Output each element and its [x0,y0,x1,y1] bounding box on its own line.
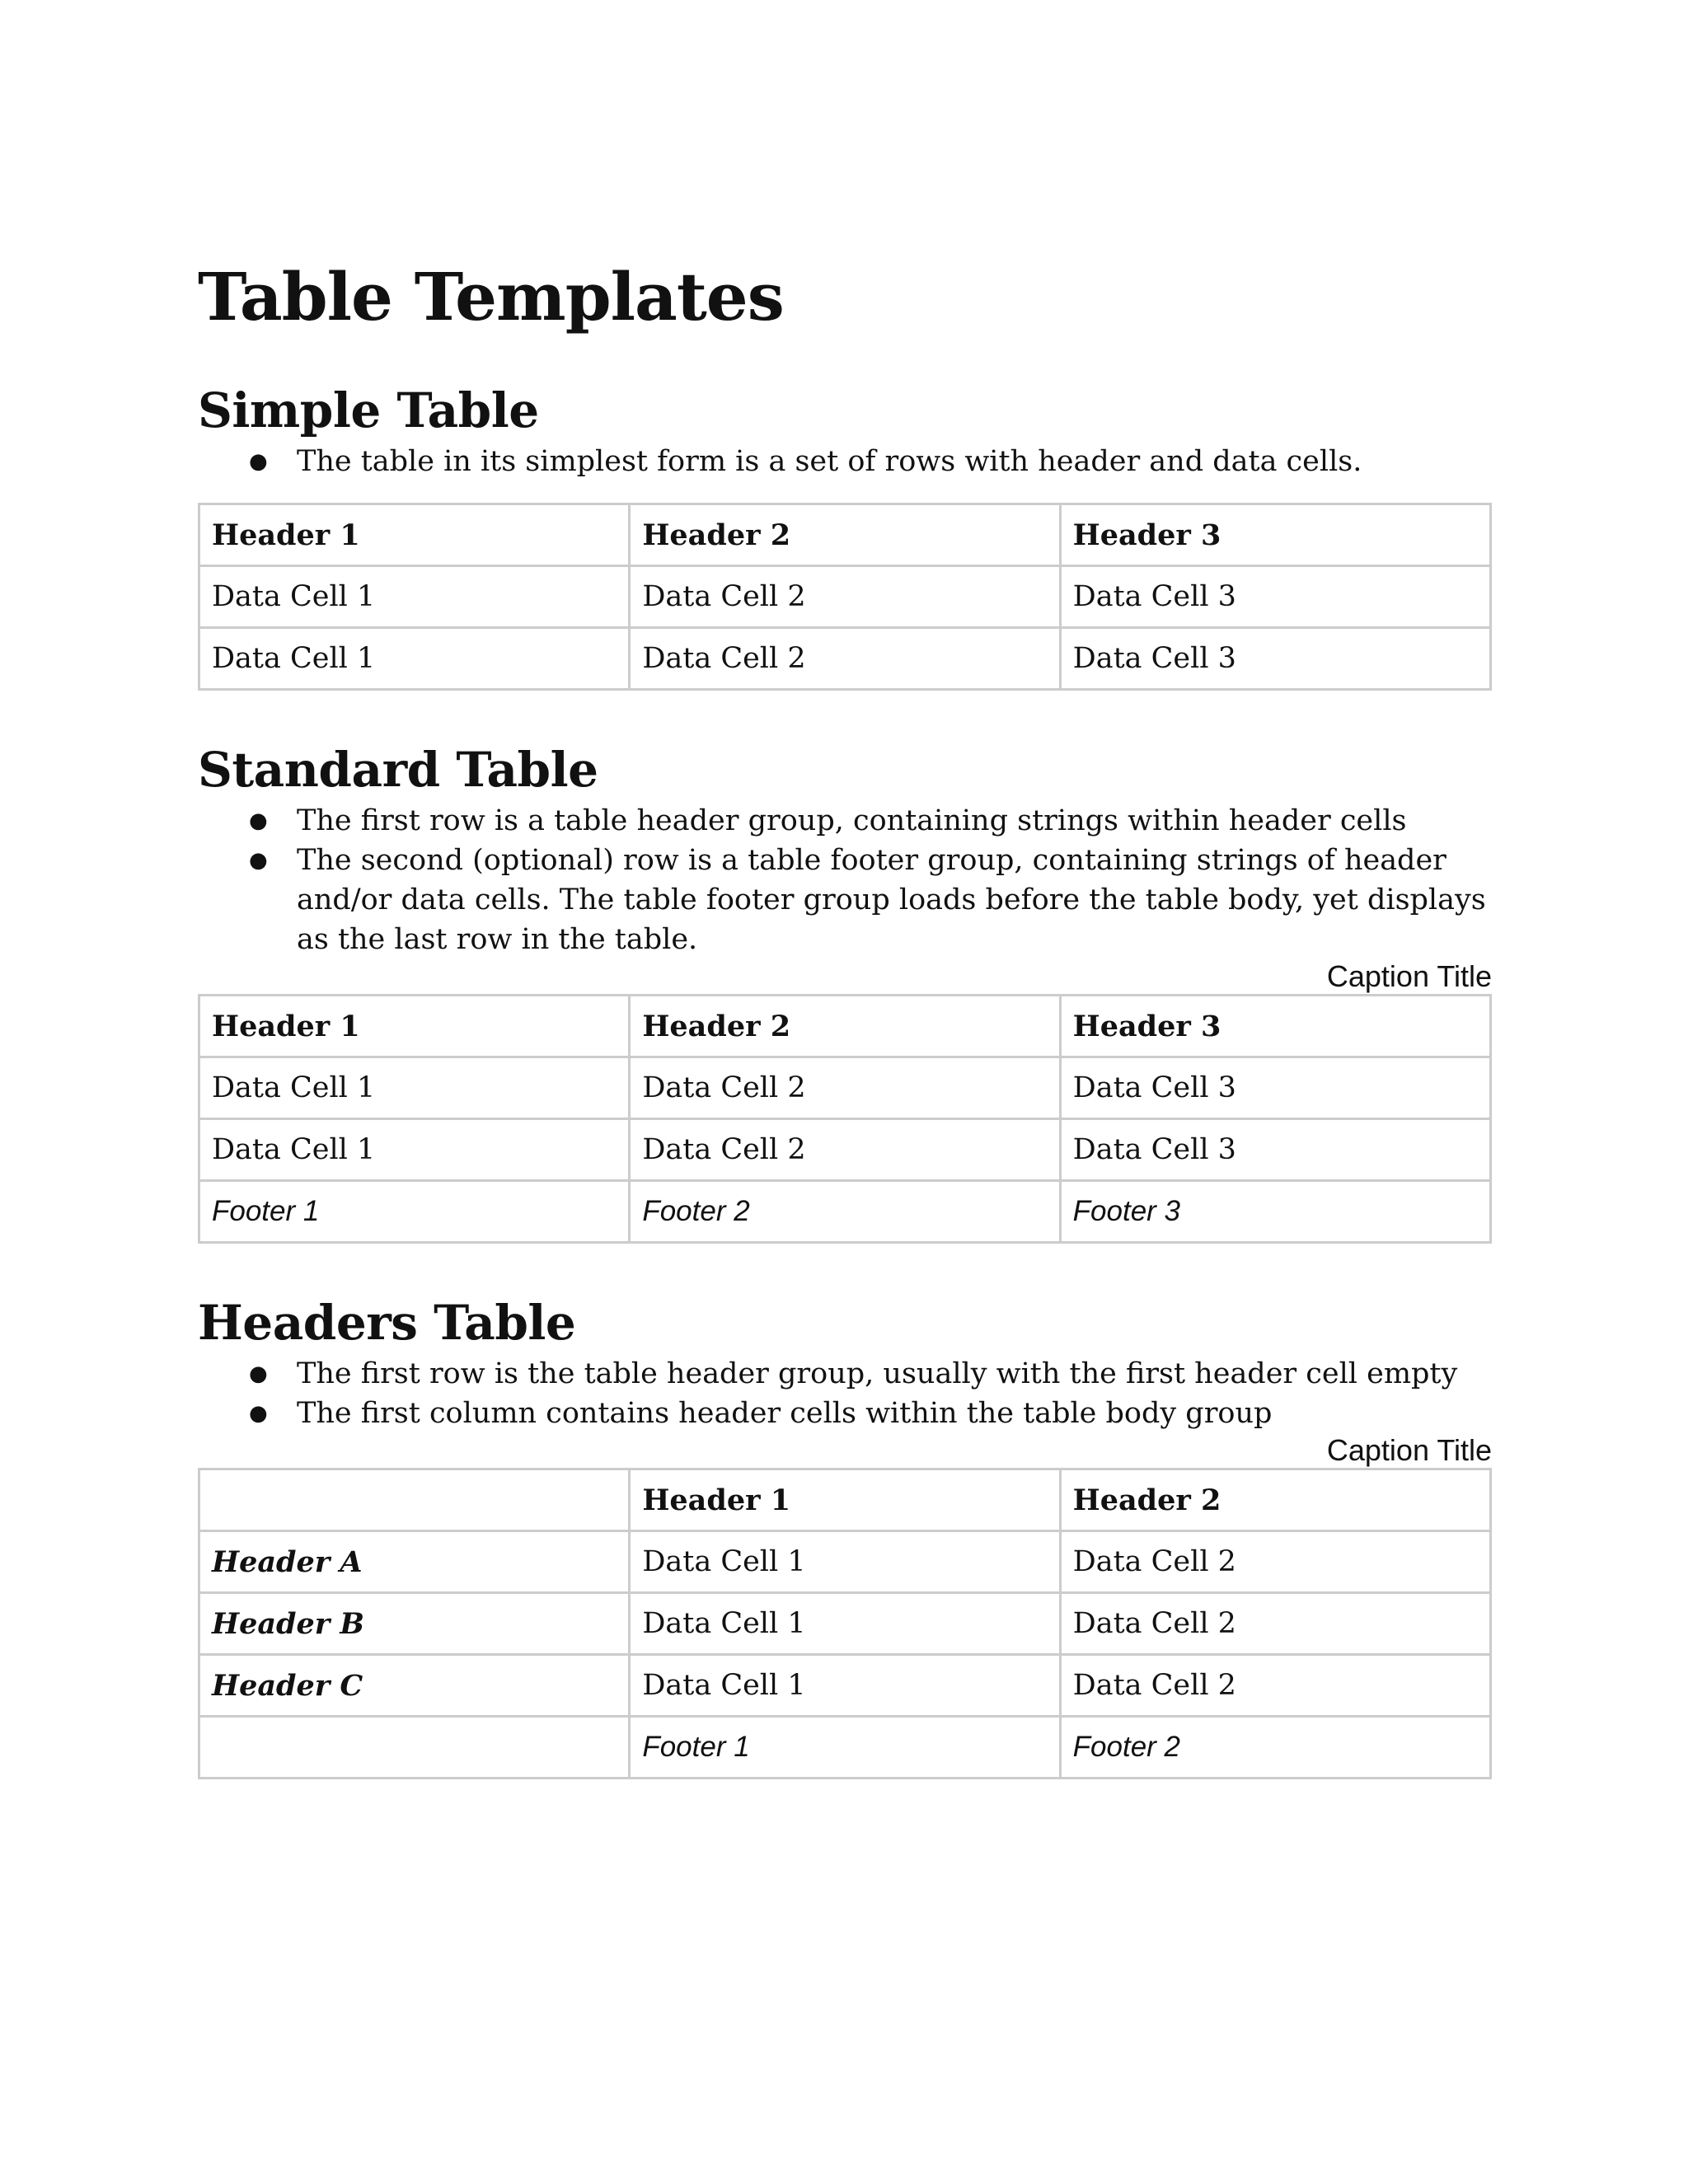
headers-table-title: Headers Table [198,1295,576,1351]
data-cell: Data Cell 2 [630,566,1060,628]
data-cell: Data Cell 2 [1060,1531,1490,1593]
footer-cell: Footer 1 [630,1717,1060,1779]
data-cell: Data Cell 3 [1060,1057,1490,1119]
bullet-icon: ● [249,808,268,833]
standard-table-title: Standard Table [198,742,598,798]
data-cell: Data Cell 2 [630,628,1060,690]
empty-header-cell [199,1469,630,1531]
data-cell: Data Cell 1 [199,1057,630,1119]
table-row [199,1119,1491,1181]
data-cell: Data Cell 3 [1060,628,1490,690]
table-caption: Caption Title [1326,1433,1492,1467]
headers-table [198,1468,1492,1779]
table-header-row [199,996,1491,1057]
data-cell: Data Cell 2 [1060,1655,1490,1717]
bullet-item: ● The first row is the table header group, usually with the first header cell empty [198,1354,1492,1394]
table-caption: Caption Title [1326,959,1492,993]
row-header-cell: Header B [199,1593,630,1655]
standard-table [198,994,1492,1244]
footer-cell: Footer 2 [1060,1717,1490,1779]
bullet-item: ● The second (optional) row is a table footer group, containing strings of header and/or data cells. The table footer group loads before the table body, yet displays as the last row in the table. [198,841,1492,959]
header-cell: Header 1 [199,996,630,1057]
table-row [199,1655,1491,1717]
bullet-icon: ● [249,449,268,474]
document-page [198,255,1492,1779]
data-cell: Data Cell 1 [199,628,630,690]
data-cell: Data Cell 2 [1060,1593,1490,1655]
page-title: Table Templates [198,258,784,335]
header-cell: Header 3 [1060,504,1490,566]
table-header-row [199,504,1491,566]
simple-table-bullets [198,442,1492,481]
data-cell: Data Cell 1 [199,566,630,628]
header-cell: Header 2 [630,504,1060,566]
header-cell: Header 2 [630,996,1060,1057]
table-row [199,1531,1491,1593]
bullet-item: ● The first column contains header cells within the table body group [198,1394,1492,1433]
data-cell: Data Cell 2 [630,1119,1060,1181]
simple-table-title: Simple Table [198,382,539,438]
data-cell: Data Cell 3 [1060,566,1490,628]
bullet-icon: ● [249,848,268,873]
bullet-item: ● The first row is a table header group, containing strings within header cells [198,801,1492,841]
headers-table-bullets [198,1354,1492,1433]
footer-cell: Footer 2 [630,1181,1060,1243]
row-header-cell: Header C [199,1655,630,1717]
header-cell: Header 3 [1060,996,1490,1057]
bullet-item: ● The table in its simplest form is a set of rows with header and data cells. [198,442,1492,481]
data-cell: Data Cell 1 [199,1119,630,1181]
table-row [199,628,1491,690]
footer-cell: Footer 1 [199,1181,630,1243]
standard-table-bullets [198,801,1492,959]
table-footer-row [199,1717,1491,1779]
table-row [199,1057,1491,1119]
data-cell: Data Cell 3 [1060,1119,1490,1181]
table-footer-row [199,1181,1491,1243]
table-header-row [199,1469,1491,1531]
data-cell: Data Cell 1 [630,1593,1060,1655]
table-row [199,1593,1491,1655]
header-cell: Header 1 [630,1469,1060,1531]
footer-cell: Footer 3 [1060,1181,1490,1243]
bullet-icon: ● [249,1361,268,1386]
bullet-icon: ● [249,1401,268,1426]
simple-table [198,503,1492,691]
data-cell: Data Cell 2 [630,1057,1060,1119]
row-header-cell: Header A [199,1531,630,1593]
data-cell: Data Cell 1 [630,1531,1060,1593]
header-cell: Header 1 [199,504,630,566]
empty-footer-cell [199,1717,630,1779]
header-cell: Header 2 [1060,1469,1490,1531]
table-row [199,566,1491,628]
data-cell: Data Cell 1 [630,1655,1060,1717]
